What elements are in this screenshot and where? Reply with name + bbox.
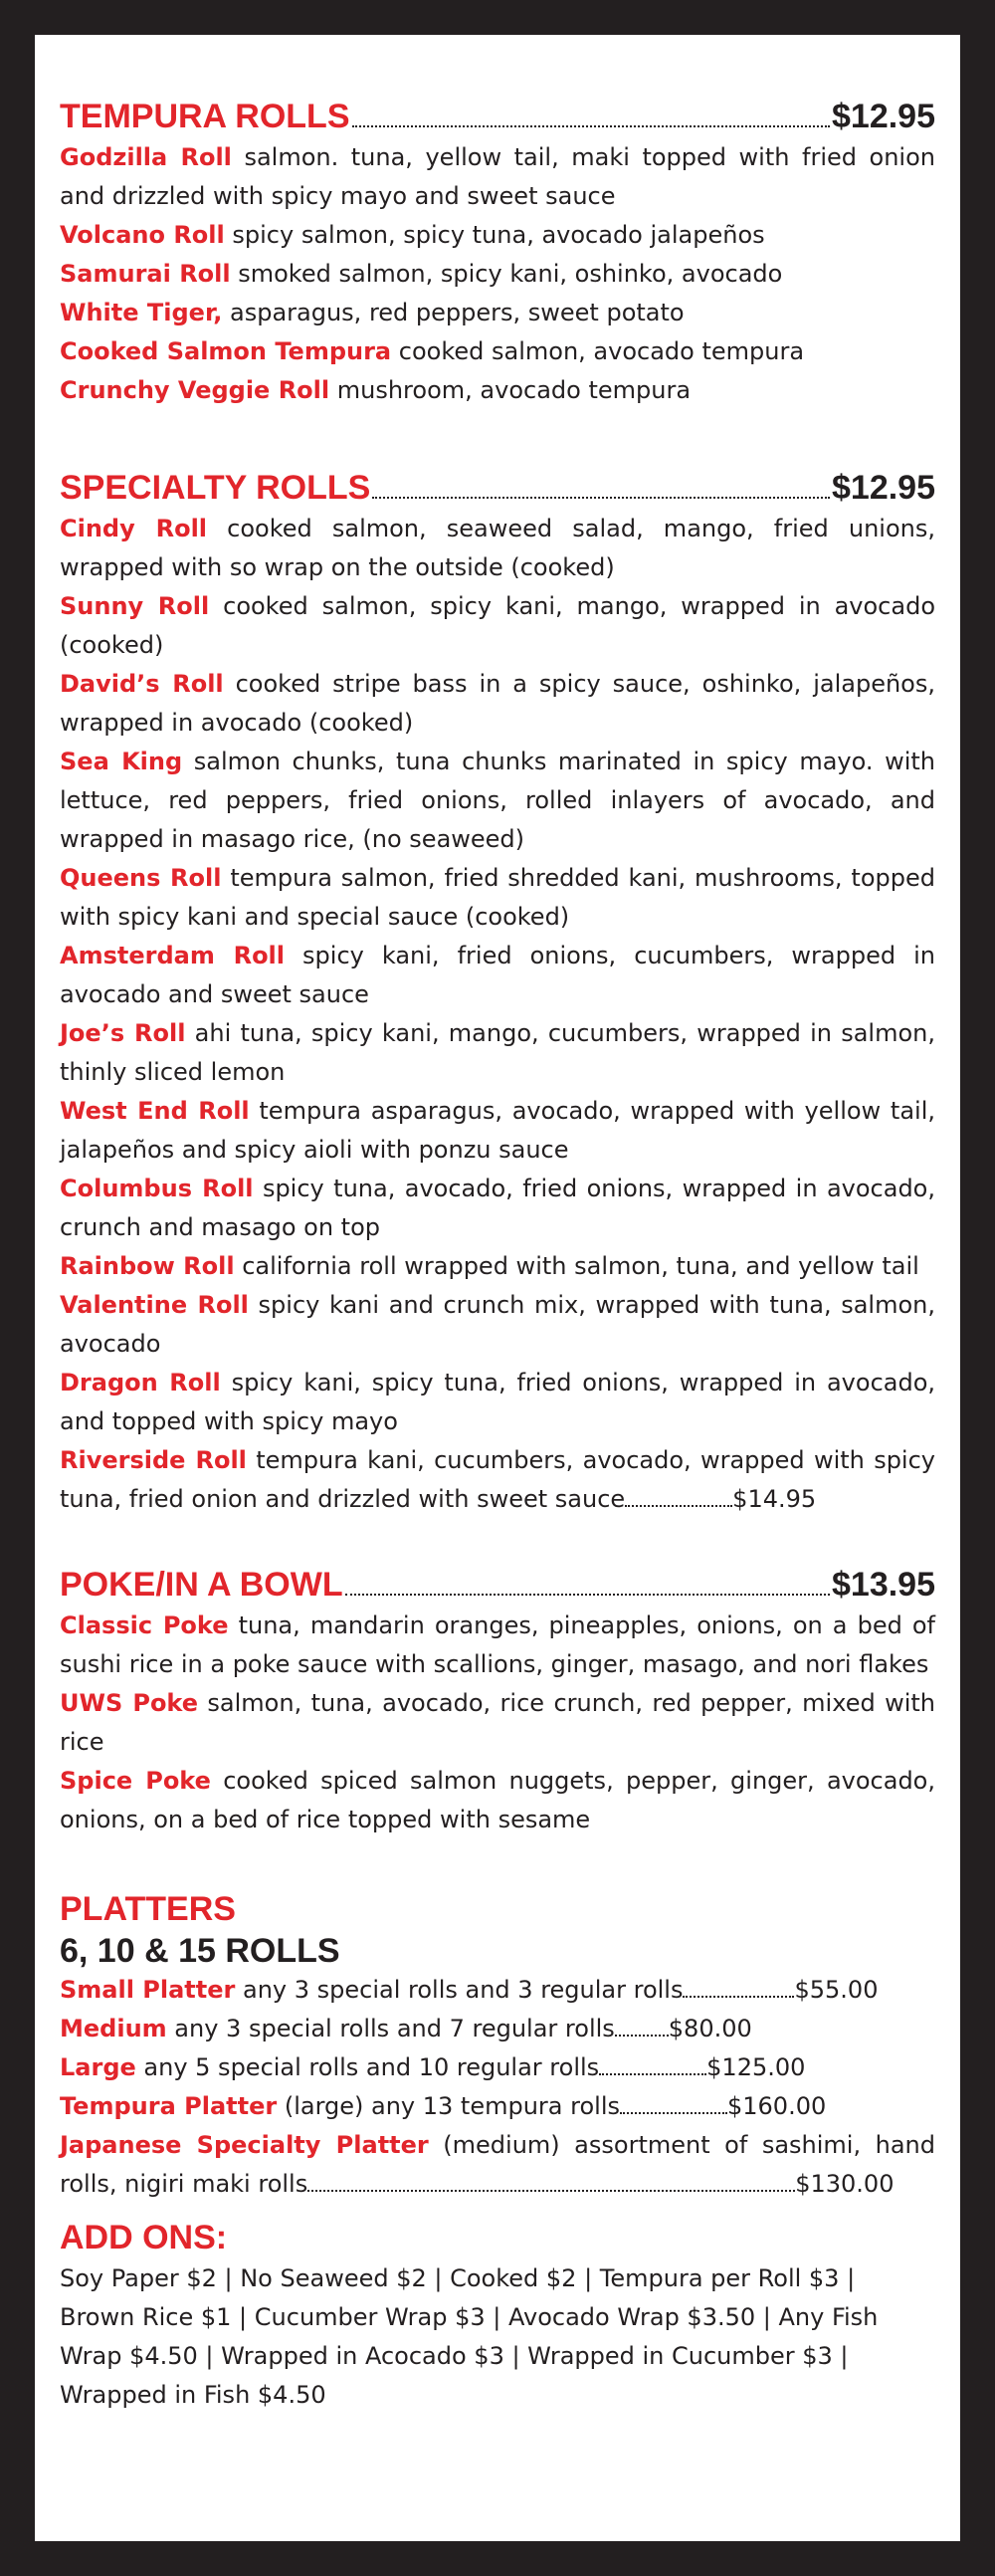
item-description: tempura asparagus, avocado, wrapped with yellow tail, jalapeños and spicy aioli with ponzu sauce: [60, 1097, 935, 1164]
dot-leader: [620, 2112, 727, 2114]
item-name: Crunchy Veggie Roll: [60, 376, 330, 404]
menu-item: [60, 1170, 935, 1247]
item-description: mushroom, avocado tempura: [329, 376, 692, 404]
menu-item: [60, 371, 935, 410]
menu-item: [60, 216, 935, 255]
dot-leader: [372, 497, 830, 499]
item-price: $14.95: [732, 1485, 817, 1513]
item-description: (large) any 13 tempura rolls: [277, 2092, 620, 2120]
menu-item: [60, 2010, 935, 2048]
menu-item: [60, 255, 935, 294]
menu-item: [60, 1247, 935, 1286]
menu-item: [60, 1286, 935, 1364]
item-description: cooked stripe bass in a spicy sauce, oshinko, jalapeños, wrapped in avocado (cooked): [60, 670, 935, 737]
section-header: [60, 1889, 935, 1929]
item-description: tempura salmon, fried shredded kani, mushrooms, topped with spicy kani and special sauce (cooked): [60, 864, 935, 931]
item-name: White Tiger,: [60, 299, 223, 326]
dot-leader: [307, 2190, 795, 2192]
section-title: SPECIALTY ROLLS: [60, 469, 371, 507]
item-description: spicy salmon, spicy tuna, avocado jalapeños: [224, 221, 765, 249]
item-name: Joe’s Roll: [60, 1019, 186, 1047]
item-name: Japanese Specialty Platter: [60, 2131, 429, 2159]
item-description: salmon chunks, tuna chunks marinated in spicy mayo. with lettuce, red peppers, fried onions, rolled inlayers of avocado, and wrapped in masago rice, (no seaweed): [60, 748, 936, 853]
item-price: $55.00: [794, 1976, 879, 2004]
dot-leader: [599, 2073, 706, 2075]
item-name: Dragon Roll: [60, 1369, 221, 1396]
dot-leader: [683, 1996, 794, 1998]
dot-leader: [352, 125, 830, 127]
item-name: West End Roll: [60, 1097, 250, 1125]
item-description: any 5 special rolls and 10 regular rolls: [135, 2053, 600, 2081]
menu-item: [60, 1092, 935, 1170]
item-description: salmon. tuna, yellow tail, maki topped with fried onion and drizzled with spicy mayo and sweet sauce: [60, 143, 935, 210]
item-name: Large: [60, 2053, 136, 2081]
menu-item: [60, 937, 935, 1014]
section-price: $12.95: [832, 469, 935, 507]
item-name: Samurai Roll: [60, 260, 231, 288]
item-description: any 3 special rolls and 7 regular rolls: [166, 2015, 615, 2042]
item-description: cooked salmon, seaweed salad, mango, fried unions, wrapped with so wrap on the outside (cooked): [60, 515, 935, 581]
menu-item: [60, 1014, 935, 1092]
menu-item: [60, 665, 935, 743]
item-name: Tempura Platter: [60, 2092, 278, 2120]
menu-item: [60, 510, 935, 587]
item-name: Cindy Roll: [60, 515, 208, 542]
section-tempura-rolls: [60, 97, 935, 410]
item-description: cooked salmon, avocado tempura: [391, 337, 805, 365]
dot-leader: [625, 1505, 732, 1507]
item-description: smoked salmon, spicy kani, oshinko, avocado: [230, 260, 783, 288]
item-name: Amsterdam Roll: [60, 942, 286, 969]
menu-item: [60, 1607, 935, 1684]
item-description: cooked spiced salmon nuggets, pepper, ginger, avocado, onions, on a bed of rice topped with sesame: [60, 1767, 935, 1833]
section-price: $12.95: [832, 98, 935, 135]
menu-item: [60, 2087, 935, 2126]
item-description: ahi tuna, spicy kani, mango, cucumbers, wrapped in salmon, thinly sliced lemon: [60, 1019, 936, 1086]
menu-item: [60, 332, 935, 371]
item-description: tempura kani, cucumbers, avocado, wrapped with spicy tuna, fried onion and drizzled with sweet sauce: [60, 1446, 936, 1513]
dot-leader: [345, 1594, 830, 1596]
item-name: Spice Poke: [60, 1767, 211, 1795]
menu-item: [60, 294, 935, 332]
section-title: TEMPURA ROLLS: [60, 98, 350, 135]
item-description: cooked salmon, spicy kani, mango, wrapped in avocado (cooked): [60, 592, 935, 659]
menu-item: [60, 1684, 935, 1762]
menu-item: [60, 1364, 935, 1441]
menu-item: [60, 859, 935, 937]
item-description: spicy tuna, avocado, fried onions, wrapped in avocado, crunch and masago on top: [60, 1175, 935, 1241]
item-price: $130.00: [795, 2170, 895, 2198]
item-description: (medium) assortment of sashimi, hand rolls, nigiri maki rolls: [60, 2131, 935, 2198]
item-price: $125.00: [706, 2053, 806, 2081]
item-name: David’s Roll: [60, 670, 224, 698]
item-name: Medium: [60, 2015, 167, 2042]
item-name: Columbus Roll: [60, 1175, 254, 1202]
section-header: [60, 97, 935, 136]
section-header: [60, 468, 935, 508]
section-platters: [60, 1889, 935, 2204]
item-name: Queens Roll: [60, 864, 222, 892]
item-name: UWS Poke: [60, 1689, 199, 1717]
menu-item: [60, 1441, 935, 1519]
section-title: ADD ONS:: [60, 2219, 228, 2256]
menu-item: [60, 2126, 935, 2204]
item-description: salmon, tuna, avocado, rice crunch, red pepper, mixed with rice: [60, 1689, 935, 1756]
item-name: Rainbow Roll: [60, 1252, 235, 1280]
section-add-ons: [60, 2216, 935, 2415]
section-subtitle: 6, 10 & 15 ROLLS: [60, 1932, 340, 1970]
item-description: spicy kani and crunch mix, wrapped with tuna, salmon, avocado: [60, 1291, 935, 1358]
menu-item: [60, 587, 935, 665]
item-name: Godzilla Roll: [60, 143, 232, 171]
item-description: spicy kani, fried onions, cucumbers, wrapped in avocado and sweet sauce: [60, 942, 935, 1008]
section-title: PLATTERS: [60, 1890, 236, 1928]
dot-leader: [615, 2035, 669, 2037]
item-name: Valentine Roll: [60, 1291, 249, 1319]
menu-page: [35, 35, 960, 2541]
menu-item: [60, 1971, 935, 2010]
item-price: $80.00: [668, 2015, 752, 2042]
item-name: Sea King: [60, 748, 183, 775]
item-name: Small Platter: [60, 1976, 236, 2004]
item-name: Cooked Salmon Tempura: [60, 337, 392, 365]
item-description: california roll wrapped with salmon, tuna, and yellow tail: [234, 1252, 919, 1280]
section-header: [60, 1565, 935, 1605]
item-name: Riverside Roll: [60, 1446, 247, 1474]
item-description: any 3 special rolls and 3 regular rolls: [235, 1976, 684, 2004]
item-name: Sunny Roll: [60, 592, 210, 620]
item-name: Classic Poke: [60, 1611, 229, 1639]
item-description: spicy kani, spicy tuna, fried onions, wrapped in avocado, and topped with spicy mayo: [60, 1369, 936, 1435]
menu-item: [60, 138, 935, 216]
section-price: $13.95: [832, 1566, 935, 1604]
item-price: $160.00: [727, 2092, 827, 2120]
menu-item: [60, 743, 935, 859]
item-description: asparagus, red peppers, sweet potato: [222, 299, 685, 326]
item-name: Volcano Roll: [60, 221, 225, 249]
menu-item: [60, 2048, 935, 2087]
section-specialty-rolls: [60, 468, 935, 1519]
add-ons-list: Soy Paper $2 | No Seaweed $2 | Cooked $2 | Tempura per Roll $3 | Brown Rice $1 | Cucumber Wrap $3 | Avocado Wrap $3.50 | Any Fish Wrap $4.50 | Wrapped in Acocado $3 | Wrapped in Cucumber $3 | Wrapped in Fish $4.50: [60, 2264, 879, 2409]
item-description: tuna, mandarin oranges, pineapples, onions, on a bed of sushi rice in a poke sauce with scallions, ginger, masago, and nori flakes: [60, 1611, 936, 1678]
section-poke-bowl: [60, 1565, 935, 1839]
menu-item: [60, 1762, 935, 1839]
section-title: POKE/IN A BOWL: [60, 1566, 343, 1604]
